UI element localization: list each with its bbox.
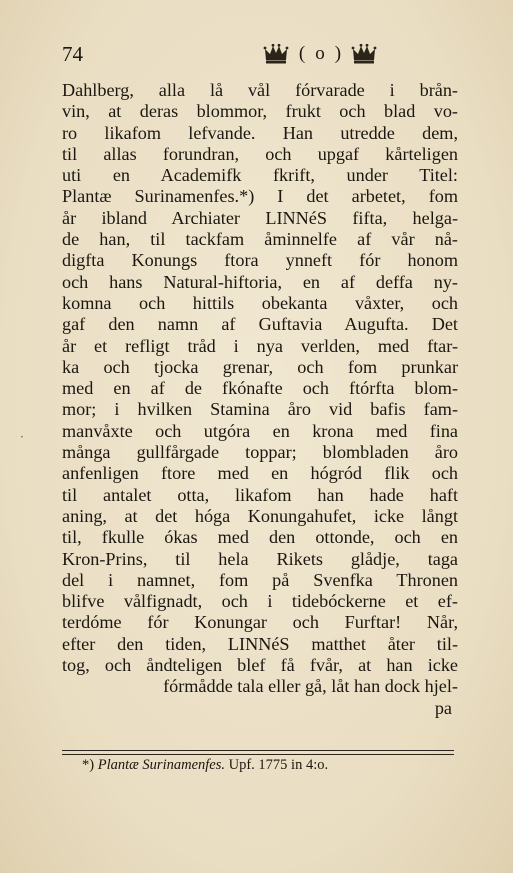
- text-line: år et refligt tråd i nya verlden, med ftar-: [62, 335, 458, 356]
- footnote: [82, 757, 442, 774]
- text-line: många gullfårgade toppar; blombladen åro: [62, 442, 458, 463]
- text-line: ro likafom lefvande. Han utredde dem,: [62, 122, 458, 143]
- text-line: til allas forundran, och upgaf kårteligen: [62, 143, 458, 164]
- text-line: til, fkulle ókas med den ottonde, och en: [62, 527, 458, 548]
- crown-ornament-icon: [263, 43, 289, 65]
- text-line: ka och tjocka grenar, och fom prunkar: [62, 356, 458, 377]
- text-line: til antalet otta, likafom han hade haft: [62, 484, 458, 505]
- text-line: mor; i hvilken Stamina åro vid bafis fam-: [62, 399, 458, 420]
- text-line: manvåxte och utgóra en krona med fina: [62, 420, 458, 441]
- text-line: del i namnet, fom på Svenfka Thronen: [62, 569, 458, 590]
- text-line: Kron-Prins, til hela Rikets glådje, taga: [62, 548, 458, 569]
- catchword: pa: [434, 697, 452, 718]
- text-line: terdóme fór Konungar och Furftar! Når,: [62, 612, 458, 633]
- ornament-paren-right: ): [334, 43, 342, 64]
- text-line: med en af de fkónafte och ftórfta blom-: [62, 378, 458, 399]
- crown-ornament-icon: [351, 43, 377, 65]
- text-line: anfenligen ftore med en hógród flik och: [62, 463, 458, 484]
- footnote-marker: *): [82, 757, 95, 773]
- text-line: fórmådde tala eller gå, låt han dock hjel-: [163, 676, 458, 697]
- ornament-center-glyph: o: [315, 43, 325, 64]
- text-line: uti en Academifk fkrift, under Titel:: [62, 165, 458, 186]
- page-number: 74: [62, 42, 83, 66]
- text-line: Plantæ Surinamenfes.*) I det arbetet, fom: [62, 186, 458, 207]
- margin-mark: ·: [20, 430, 24, 444]
- text-line: digfta Konungs ftora ynneft fór honom: [62, 250, 458, 271]
- text-line: gaf den namn af Guftavia Augufta. Det: [62, 314, 458, 335]
- text-line: aning, at det hóga Konungahufet, icke långt: [62, 505, 458, 526]
- text-line: efter den tiden, LINNéS matthet åter til-: [62, 633, 458, 654]
- text-line: vin, at deras blommor, frukt och blad vo-: [62, 101, 458, 122]
- footnote-rule: [62, 750, 454, 751]
- running-header: [62, 40, 473, 70]
- text-line: Dahlberg, alla lå vål fórvarade i brån-: [62, 80, 458, 100]
- text-line: komna och hittils obekanta våxter, och: [62, 292, 458, 313]
- footnote-title: Plantæ Surinamenfes.: [97, 757, 225, 773]
- ornament-paren-left: (: [298, 43, 306, 64]
- footnote-text: Upf. 1775 in 4:o.: [228, 757, 329, 773]
- body-text: [62, 80, 458, 719]
- header-ornament: [230, 40, 410, 68]
- text-line: blifve vålfignadt, och i tidebóckerne et ef-: [62, 591, 458, 612]
- footnote-rule-thin: [62, 754, 454, 755]
- text-line: år ibland Archiater LINNéS fifta, helga-: [62, 207, 458, 228]
- text-line: och hans Natural-hiftoria, en af deffa ny-: [62, 271, 458, 292]
- text-line: de han, til tackfam åminnelfe af vår nå-: [62, 229, 458, 250]
- text-line: tog, och åndteligen blef få fvår, at han icke: [62, 655, 458, 676]
